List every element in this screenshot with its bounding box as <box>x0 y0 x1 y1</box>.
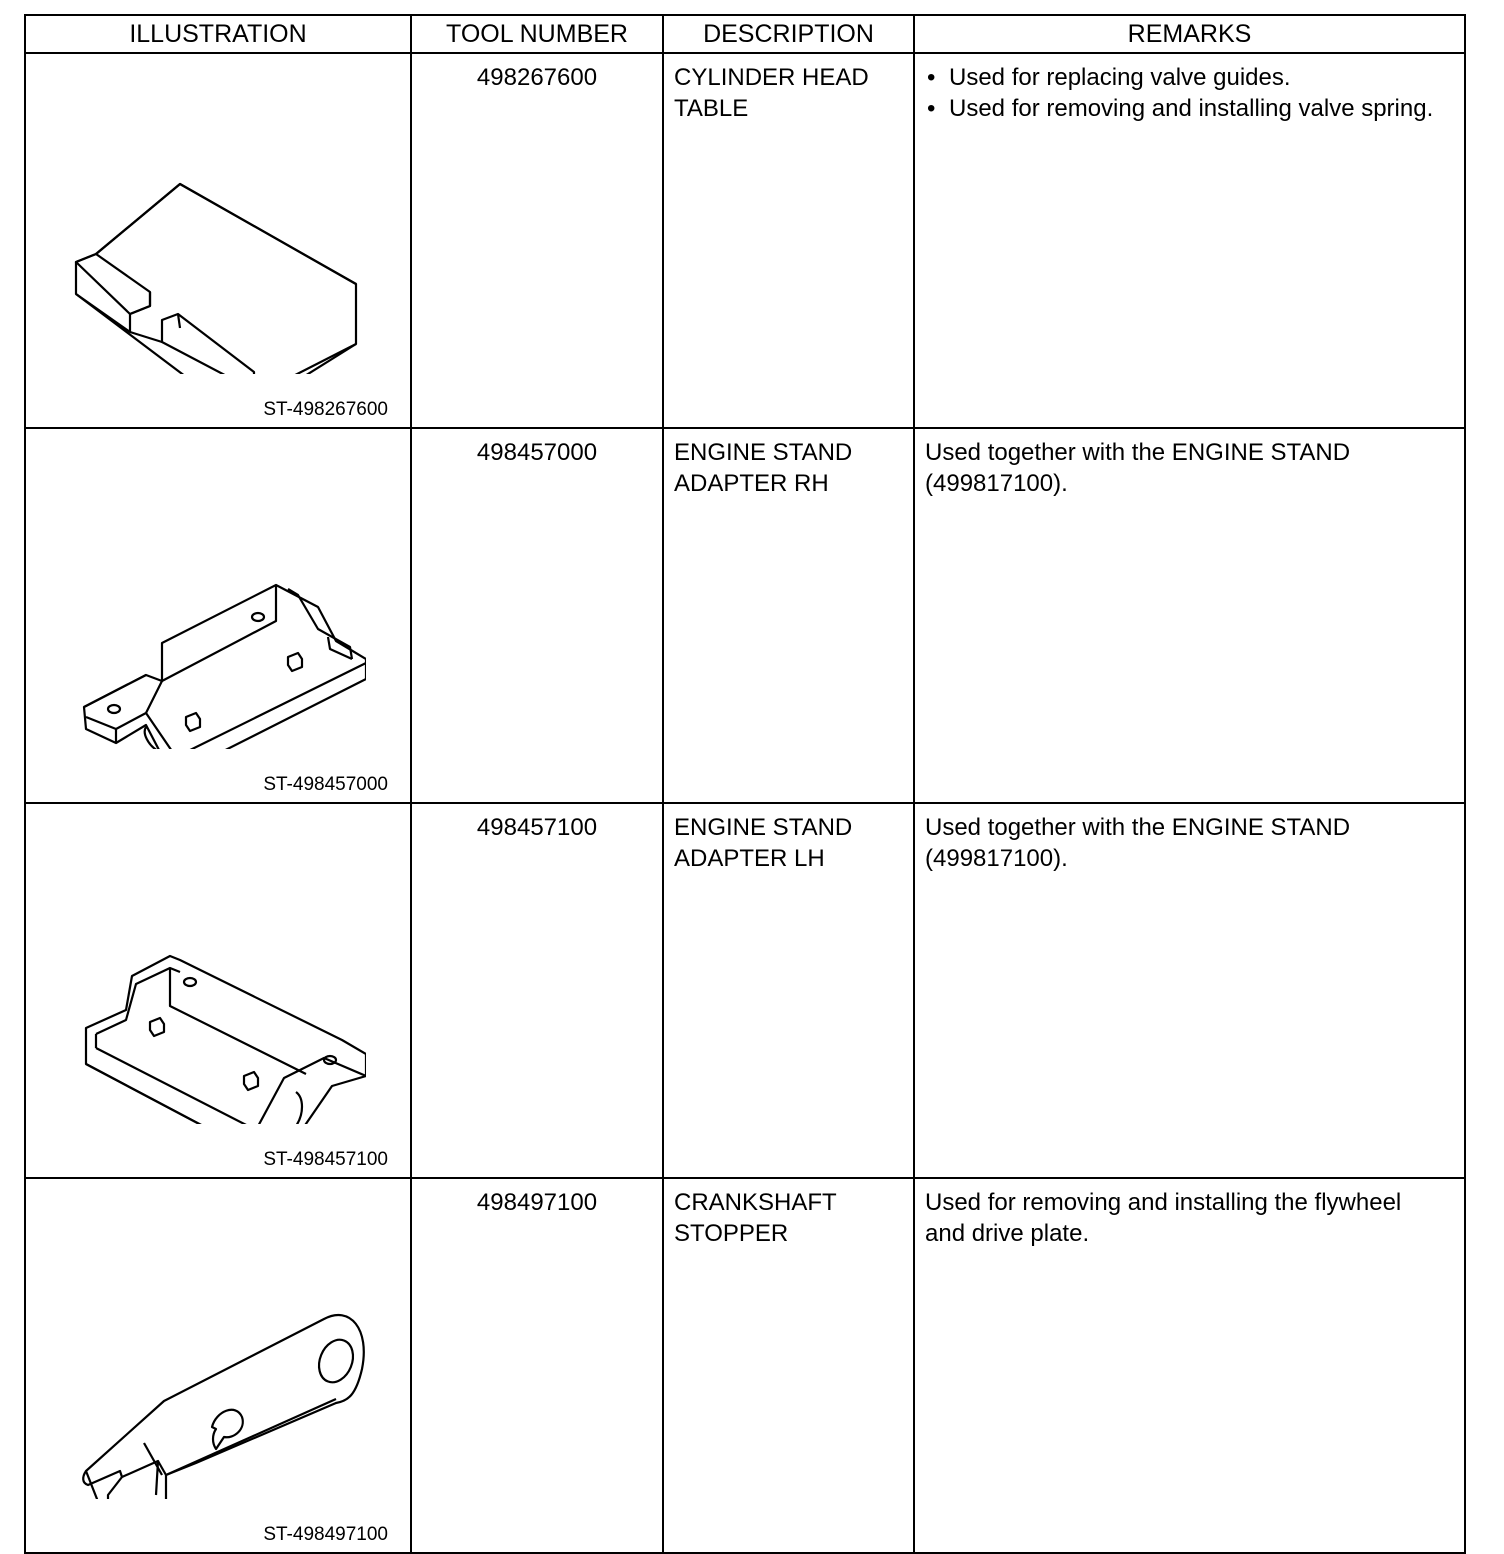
description-line: CRANKSHAFT <box>674 1189 837 1216</box>
remarks-text: and drive plate. <box>925 1220 1090 1247</box>
special-tools-table <box>24 14 1466 1554</box>
tool-number-cell: 498497100 <box>411 1178 663 1553</box>
engine-stand-adapter-rh-drawing <box>66 489 366 749</box>
description-line: ADAPTER RH <box>674 470 829 497</box>
cylinder-head-table-drawing <box>66 114 366 374</box>
illustration-code: ST-498457000 <box>263 774 388 795</box>
table-row <box>25 428 1465 803</box>
remarks-text: Used for removing and installing valve spring. <box>949 95 1434 122</box>
illustration-code: ST-498497100 <box>263 1524 388 1545</box>
bullet-icon: • <box>927 64 936 91</box>
remarks-text: Used for replacing valve guides. <box>949 64 1291 91</box>
remarks-cell <box>914 428 1465 803</box>
illustration-code: ST-498457100 <box>263 1149 388 1170</box>
bullet-icon: • <box>927 95 936 122</box>
description-line: TABLE <box>674 95 749 122</box>
header-illustration: ILLUSTRATION <box>25 15 411 53</box>
description-line: ADAPTER LH <box>674 845 825 872</box>
description-line: ENGINE STAND <box>674 439 853 466</box>
engine-stand-adapter-lh-drawing <box>66 864 366 1124</box>
header-description: DESCRIPTION <box>663 15 914 53</box>
header-tool-number: TOOL NUMBER <box>411 15 663 53</box>
remarks-text: Used for removing and installing the flywheel <box>925 1189 1402 1216</box>
description-cell <box>663 1178 914 1553</box>
remarks-text: (499817100). <box>925 845 1068 872</box>
remarks-text: (499817100). <box>925 470 1068 497</box>
description-cell <box>663 428 914 803</box>
remarks-bullet-item <box>925 93 1454 124</box>
tool-number-cell: 498457000 <box>411 428 663 803</box>
table-row <box>25 803 1465 1178</box>
remarks-text: Used together with the ENGINE STAND <box>925 439 1351 466</box>
tool-number-cell: 498267600 <box>411 53 663 428</box>
remarks-cell <box>914 1178 1465 1553</box>
description-line: ENGINE STAND <box>674 814 853 841</box>
header-remarks: REMARKS <box>914 15 1465 53</box>
illustration-cell <box>25 803 411 1178</box>
description-cell <box>663 53 914 428</box>
illustration-cell <box>25 53 411 428</box>
remarks-bullet-item <box>925 62 1454 93</box>
description-line: STOPPER <box>674 1220 789 1247</box>
illustration-code: ST-498267600 <box>263 399 388 420</box>
description-line: CYLINDER HEAD <box>674 64 869 91</box>
crankshaft-stopper-drawing <box>66 1239 366 1499</box>
table-row <box>25 53 1465 428</box>
remarks-cell <box>914 53 1465 428</box>
remarks-cell <box>914 803 1465 1178</box>
description-cell <box>663 803 914 1178</box>
illustration-cell <box>25 428 411 803</box>
remarks-list <box>925 62 1454 124</box>
header-row <box>25 15 1465 53</box>
table-row <box>25 1178 1465 1553</box>
tool-number-cell: 498457100 <box>411 803 663 1178</box>
remarks-text: Used together with the ENGINE STAND <box>925 814 1351 841</box>
illustration-cell <box>25 1178 411 1553</box>
